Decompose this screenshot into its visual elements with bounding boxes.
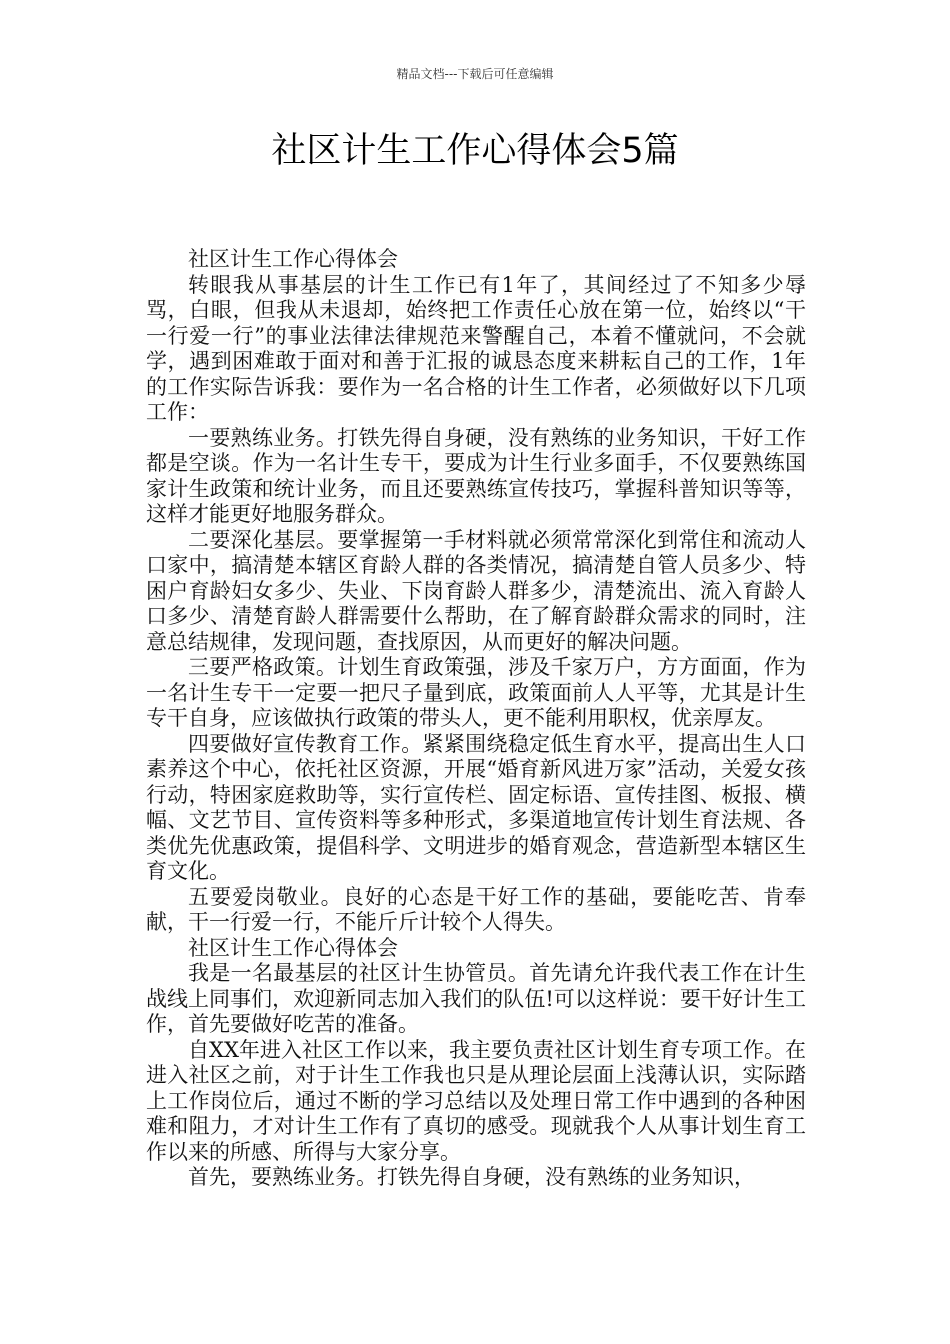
paragraph-intro: 转眼我从事基层的计生工作已有1年了，其间经过了不知多少辱骂，白眼，但我从未退却，始终把工作责任心放在第一位，始终以“干一行爱一行”的事业法律法律规范来警醒自己，本着不懂就问，不会就学，遇到困难敢于面对和善于汇报的诚恳态度来耕耘自己的工作，1年的工作实际告诉我：要作为一名合格的计生工作者，必须做好以下几项工作： (146, 272, 806, 424)
paragraph-section2-background: 自XX年进入社区工作以来，我主要负责社区计划生育专项工作。在进入社区之前，对于计生工作我也只是从理论层面上浅薄认识，实际踏上工作岗位后，通过不断的学习总结以及处理日常工作中遇到的各种困难和阻力，才对计生工作有了真切的感受。现就我个人从事计划生育工作以来的所感、所得与大家分享。 (146, 1037, 806, 1164)
paragraph-point-4: 四要做好宣传教育工作。紧紧围绕稳定低生育水平，提高出生人口素养这个中心，依托社区资源，开展“婚育新风进万家”活动，关爱女孩行动，特困家庭救助等，实行宣传栏、固定标语、宣传挂图、板报、横幅、文艺节目、宣传资料等多种形式，多渠道地宣传计划生育法规、各类优先优惠政策，提倡科学、文明进步的婚育观念，营造新型本辖区生育文化。 (146, 731, 806, 883)
paragraph-point-3: 三要严格政策。计划生育政策强，涉及千家万户，方方面面，作为一名计生专干一定要一把尺子量到底，政策面前人人平等，尤其是计生专干自身，应该做执行政策的带头人，更不能利用职权，优亲厚友。 (146, 655, 806, 730)
document-body (146, 247, 806, 1191)
page-header-note: 精品文档---下载后可任意编辑 (396, 67, 554, 81)
section-heading-2: 社区计生工作心得体会 (188, 935, 398, 960)
paragraph-section2-first: 首先，要熟练业务。打铁先得自身硬，没有熟练的业务知识， (188, 1165, 755, 1189)
document-title: 社区计生工作心得体会5篇 (271, 131, 679, 171)
paragraph-section2-intro: 我是一名最基层的社区计生协管员。首先请允许我代表工作在计生战线上同事们，欢迎新同志加入我们的队伍!可以这样说：要干好计生工作，首先要做好吃苦的准备。 (146, 961, 806, 1036)
section-heading-1: 社区计生工作心得体会 (188, 247, 398, 271)
paragraph-point-2: 二要深化基层。要掌握第一手材料就必须常常深化到常住和流动人口家中，搞清楚本辖区育龄人群的各类情况，搞清楚自管人员多少、特困户育龄妇女多少、失业、下岗育龄人群多少，清楚流出、流入育龄人口多少、清楚育龄人群需要什么帮助，在了解育龄群众需求的同时，注意总结规律，发现问题，查找原因，从而更好的解决问题。 (146, 527, 806, 654)
paragraph-point-5: 五要爱岗敬业。良好的心态是干好工作的基础，要能吃苦、肯奉献，干一行爱一行，不能斤斤计较个人得失。 (146, 884, 806, 934)
paragraph-point-1: 一要熟练业务。打铁先得自身硬，没有熟练的业务知识，干好工作都是空谈。作为一名计生专干，要成为计生行业多面手，不仅要熟练国家计生政策和统计业务，而且还要熟练宣传技巧，掌握科普知识等等，这样才能更好地服务群众。 (146, 425, 806, 526)
